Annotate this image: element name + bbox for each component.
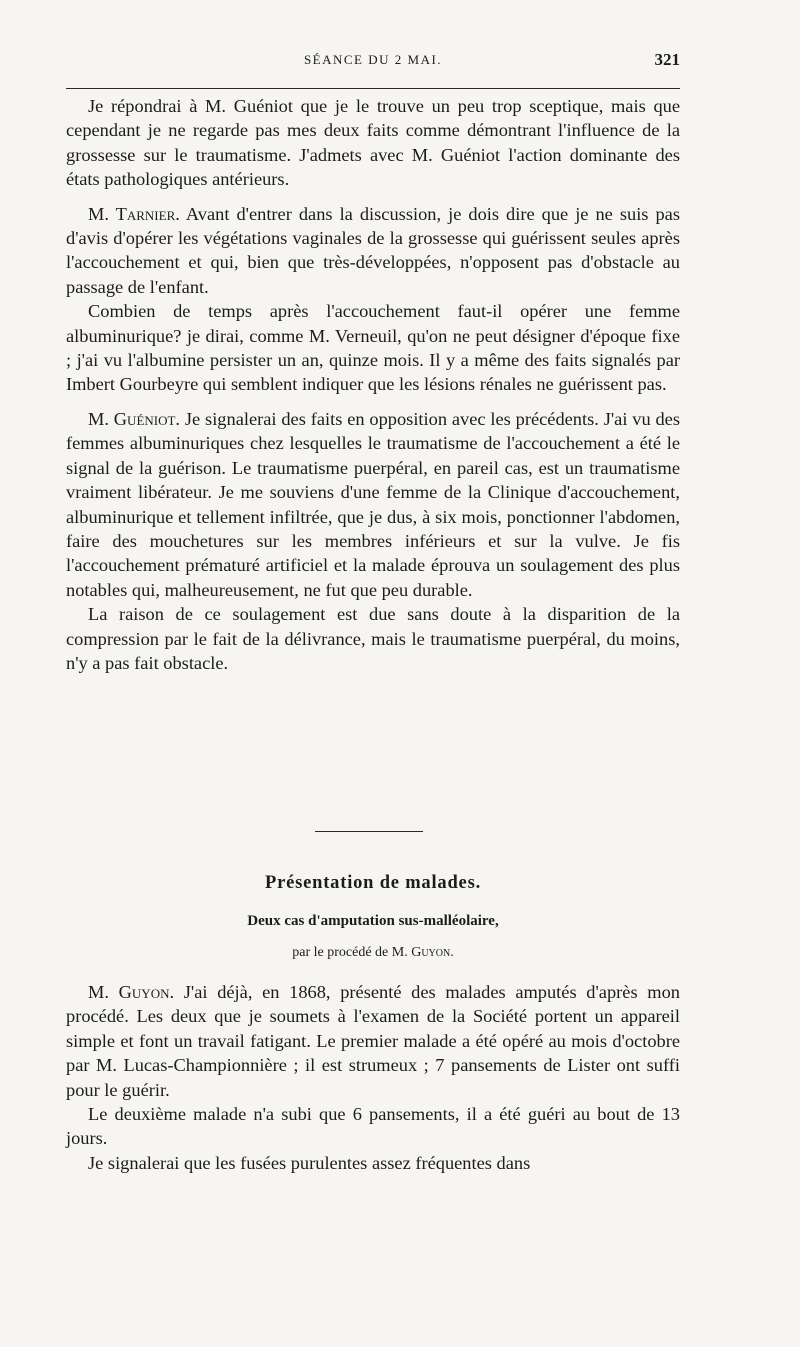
paragraph-text: Je signalerai que les fusées purulentes assez fréquentes dans	[88, 1152, 531, 1173]
paragraph-text: Je signalerai des faits en opposition avec les précédents. J'ai vu des femmes albuminuriques chez lesquelles le traumatisme de l'accouchement a été le signal de la guérison. Le traumatisme puerpéral, en pareil cas, est un traumatisme vraiment libérateur. Je me souviens d'une femme de la Clinique d'accouchement, albuminurique et tellement infiltrée, que je dus, à six mois, ponctionner l'abdomen, faire des mouchetures sur les membres inférieurs et sur la vulve. Je fis l'accouchement prématuré artificiel et la malade éprouva un soulagement des plus notables qui, malheureusement, ne fut que peu durable.	[66, 408, 681, 600]
body-text-top	[66, 94, 680, 675]
paragraph-text: Avant d'entrer dans la discussion, je dois dire que je ne suis pas d'avis d'opérer les végétations vaginales de la grossesse qui guérissent seules après l'accouchement et qui, bien que très-développées, n'opposent pas d'obstacle au passage de l'enfant.	[66, 203, 680, 297]
section-separator	[315, 831, 423, 832]
body-text-bottom	[66, 980, 680, 1175]
speaker-name: M. Guyon.	[88, 982, 175, 1002]
speaker-name: M. Guéniot.	[88, 408, 181, 429]
paragraph-text: La raison de ce soulagement est due sans doute à la disparition de la compression par le fait de la délivrance, mais le traumatisme puerpéral, du moins, n'y a pas fait obstacle.	[66, 604, 680, 673]
section-title: Présentation de malades.	[265, 873, 481, 893]
section-subtitle: Deux cas d'amputation sus-malléolaire,	[247, 913, 499, 929]
byline-prefix: par le procédé de M.	[292, 945, 408, 960]
speaker-name: M. Tarnier.	[88, 203, 180, 224]
paragraph	[66, 94, 680, 192]
page-number: 321	[654, 50, 680, 69]
paragraph	[66, 602, 680, 675]
paragraph-text: J'ai déjà, en 1868, présenté des malades amputés d'après mon procédé. Les deux que je soumets à l'examen de la Société portent un appareil simple et font un travail fatigant. Le premier malade a été opéré au mois d'octobre par M. Lucas-Championnière ; il est strumeux ; 7 pansements de Lister ont suffi pour le guérir.	[66, 982, 680, 1100]
header-rule	[66, 88, 680, 89]
paragraph	[66, 1151, 680, 1175]
running-title: SÉANCE DU 2 MAI.	[303, 52, 443, 67]
section-byline	[66, 945, 680, 961]
paragraph	[66, 980, 680, 1102]
paragraph	[66, 202, 680, 300]
paragraph	[66, 1102, 680, 1151]
byline-name: Guyon.	[411, 945, 454, 960]
paragraph-text: Combien de temps après l'accouchement faut-il opérer une femme albuminurique? je dirai, comme M. Verneuil, qu'on ne peut désigner d'époque fixe ; j'ai vu l'albumine persister un an, quinze mois. Il y a même des faits signalés par Imbert Gourbeyre qui semblent indiquer que les lésions rénales ne guérissent pas.	[66, 301, 680, 395]
paragraph	[66, 299, 680, 397]
page-header	[66, 52, 680, 76]
paragraph-text: Je répondrai à M. Guéniot que je le trouve un peu trop sceptique, mais que cependant je ne regarde pas mes deux faits comme démontrant l'influence de la grossesse sur le traumatisme. J'admets avec M. Guéniot l'action dominante des états pathologiques antérieurs.	[66, 96, 680, 190]
paragraph	[66, 407, 680, 602]
paragraph-text: Le deuxième malade n'a subi que 6 pansements, il a été guéri au bout de 13 jours.	[66, 1104, 680, 1149]
